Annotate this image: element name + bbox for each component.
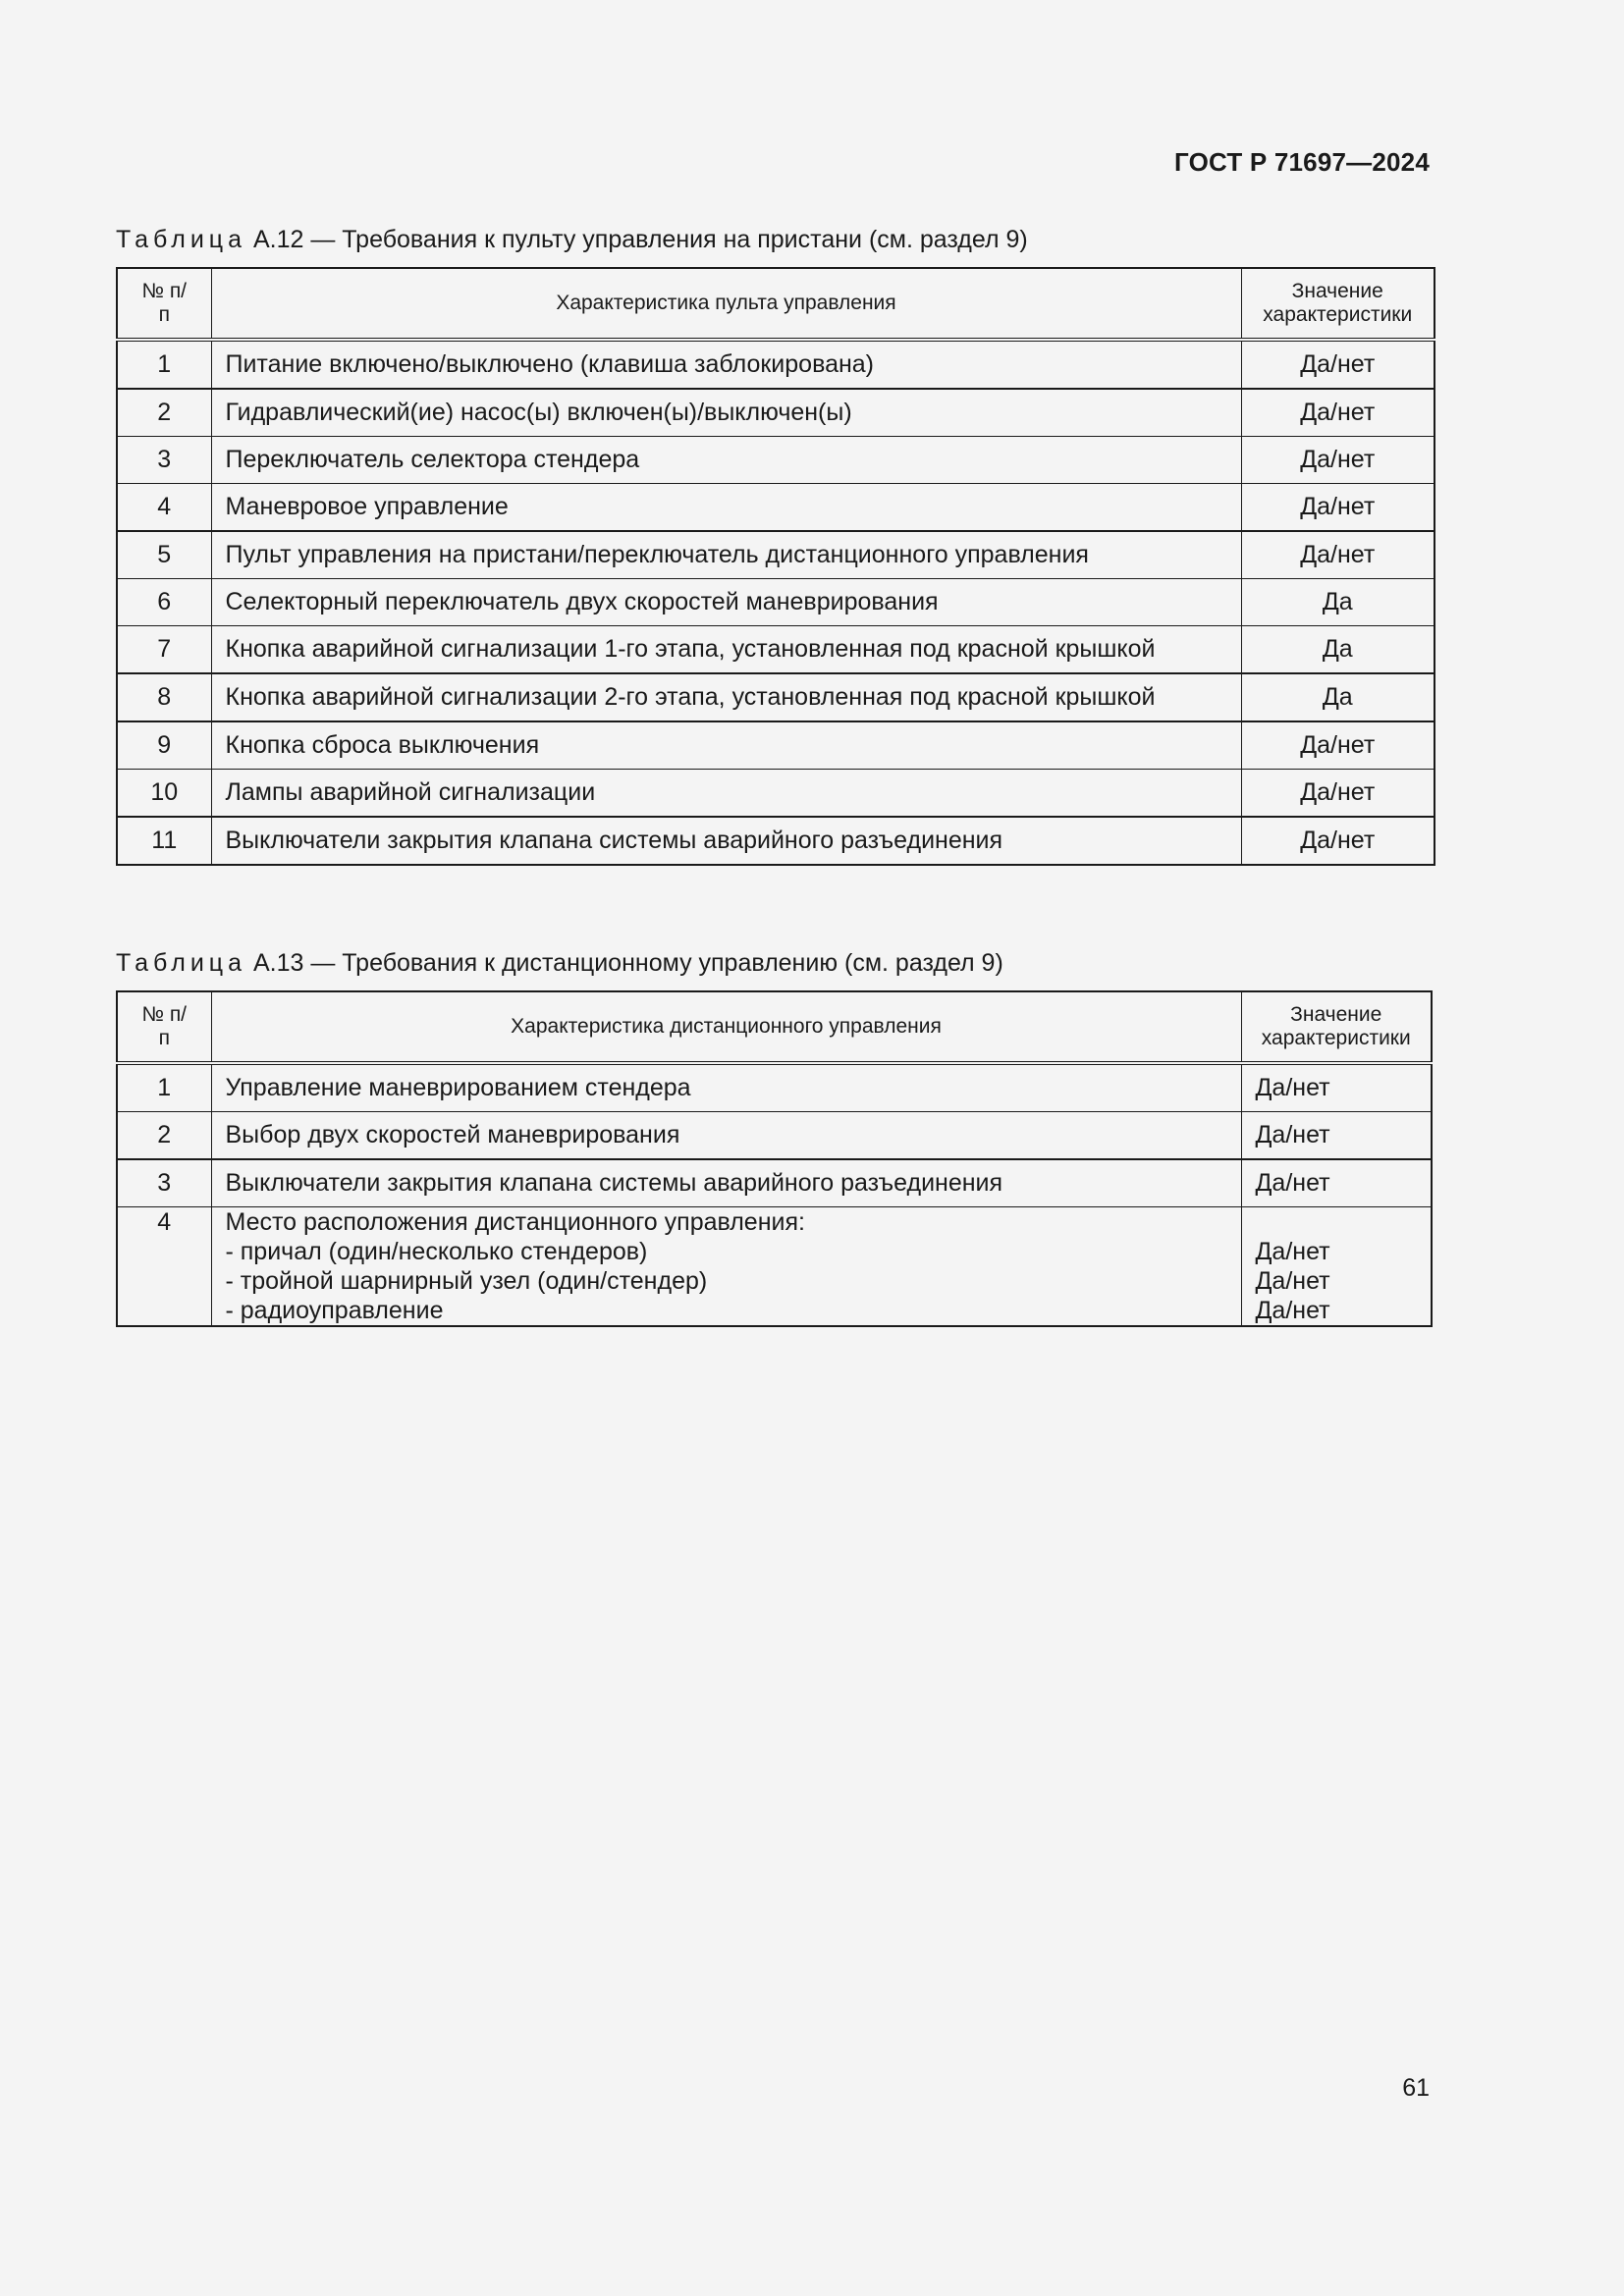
row-number: 8 [117, 673, 211, 721]
row-value: Да/нет [1241, 437, 1435, 484]
caption-prefix: Таблица [116, 226, 247, 253]
table-row [117, 484, 1435, 532]
page-number: 61 [1402, 2074, 1430, 2102]
row-characteristic: Пульт управления на пристани/переключатель дистанционного управления [211, 531, 1241, 579]
row-number: 3 [117, 437, 211, 484]
row-number: 1 [117, 340, 211, 389]
table-row [117, 1112, 1432, 1160]
table-12-caption [116, 226, 1028, 254]
table-row [117, 531, 1435, 579]
row-characteristic: Выключатели закрытия клапана системы аварийного разъединения [211, 1159, 1241, 1207]
column-header-characteristic: Характеристика дистанционного управления [211, 991, 1241, 1063]
row-value: Да/нет [1241, 721, 1435, 770]
row-characteristic: Селекторный переключатель двух скоростей маневрирования [211, 579, 1241, 626]
location-item: - тройной шарнирный узел (один/стендер) [225, 1267, 708, 1295]
table-row [117, 1063, 1432, 1112]
caption-prefix: Таблица [116, 949, 247, 977]
row-value: Да/нет [1241, 1159, 1432, 1207]
row-value: Да [1241, 579, 1435, 626]
row-value: Да [1241, 673, 1435, 721]
row-number: 6 [117, 579, 211, 626]
table-row [117, 1159, 1432, 1207]
row-number: 9 [117, 721, 211, 770]
table-row [117, 340, 1435, 389]
row-characteristic: Кнопка сброса выключения [211, 721, 1241, 770]
row-value: Да/нет [1241, 531, 1435, 579]
row-value [1241, 1207, 1432, 1327]
row-number: 11 [117, 817, 211, 865]
row-value: Да/нет [1241, 1063, 1432, 1112]
row-value: Да/нет [1241, 389, 1435, 437]
row-value: Да/нет [1241, 1112, 1432, 1160]
table-row [117, 770, 1435, 818]
table-13 [116, 990, 1433, 1327]
table-row [117, 817, 1435, 865]
location-item: - причал (один/несколько стендеров) [225, 1238, 648, 1265]
row-characteristic: Кнопка аварийной сигнализации 2-го этапа, установленная под красной крышкой [211, 673, 1241, 721]
row-characteristic: Выключатели закрытия клапана системы аварийного разъединения [211, 817, 1241, 865]
row-characteristic: Гидравлический(ие) насос(ы) включен(ы)/выключен(ы) [211, 389, 1241, 437]
table-row [117, 626, 1435, 674]
table-row [117, 437, 1435, 484]
row-characteristic: Лампы аварийной сигнализации [211, 770, 1241, 818]
row-number: 3 [117, 1159, 211, 1207]
row-characteristic: Маневровое управление [211, 484, 1241, 532]
row-characteristic: Управление маневрированием стендера [211, 1063, 1241, 1112]
location-item: - радиоуправление [225, 1297, 444, 1324]
row-number: 10 [117, 770, 211, 818]
row-value: Да/нет [1241, 770, 1435, 818]
table-row [117, 673, 1435, 721]
row-characteristic: Кнопка аварийной сигнализации 1-го этапа, установленная под красной крышкой [211, 626, 1241, 674]
row-number: 4 [117, 484, 211, 532]
column-header-characteristic: Характеристика пульта управления [211, 268, 1241, 340]
row-number: 5 [117, 531, 211, 579]
row-number: 1 [117, 1063, 211, 1112]
row-number: 2 [117, 1112, 211, 1160]
column-header-value: Значение характеристики [1241, 991, 1432, 1063]
row-value: Да/нет [1241, 484, 1435, 532]
row-number: 2 [117, 389, 211, 437]
caption-text: А.12 — Требования к пульту управления на пристани (см. раздел 9) [252, 226, 1028, 253]
row-characteristic: Выбор двух скоростей маневрирования [211, 1112, 1241, 1160]
location-item-value: Да/нет [1255, 1267, 1330, 1295]
row-characteristic [211, 1207, 1241, 1327]
column-header-number: № п/п [117, 991, 211, 1063]
row-value: Да [1241, 626, 1435, 674]
location-item-value: Да/нет [1255, 1297, 1330, 1324]
caption-text: А.13 — Требования к дистанционному управлению (см. раздел 9) [252, 949, 1003, 977]
column-header-number: № п/п [117, 268, 211, 340]
row-value: Да/нет [1241, 340, 1435, 389]
table-row [117, 579, 1435, 626]
row-characteristic: Питание включено/выключено (клавиша заблокирована) [211, 340, 1241, 389]
table-row [117, 1207, 1432, 1327]
row-value: Да/нет [1241, 817, 1435, 865]
location-title: Место расположения дистанционного управления: [225, 1208, 805, 1236]
location-item-value: Да/нет [1255, 1238, 1330, 1265]
column-header-value: Значение характеристики [1241, 268, 1435, 340]
row-number: 7 [117, 626, 211, 674]
row-characteristic: Переключатель селектора стендера [211, 437, 1241, 484]
table-13-caption [116, 949, 1003, 978]
document-code: ГОСТ Р 71697—2024 [1174, 147, 1430, 177]
row-number: 4 [117, 1207, 211, 1327]
table-row [117, 389, 1435, 437]
table-12 [116, 267, 1435, 866]
table-row [117, 721, 1435, 770]
